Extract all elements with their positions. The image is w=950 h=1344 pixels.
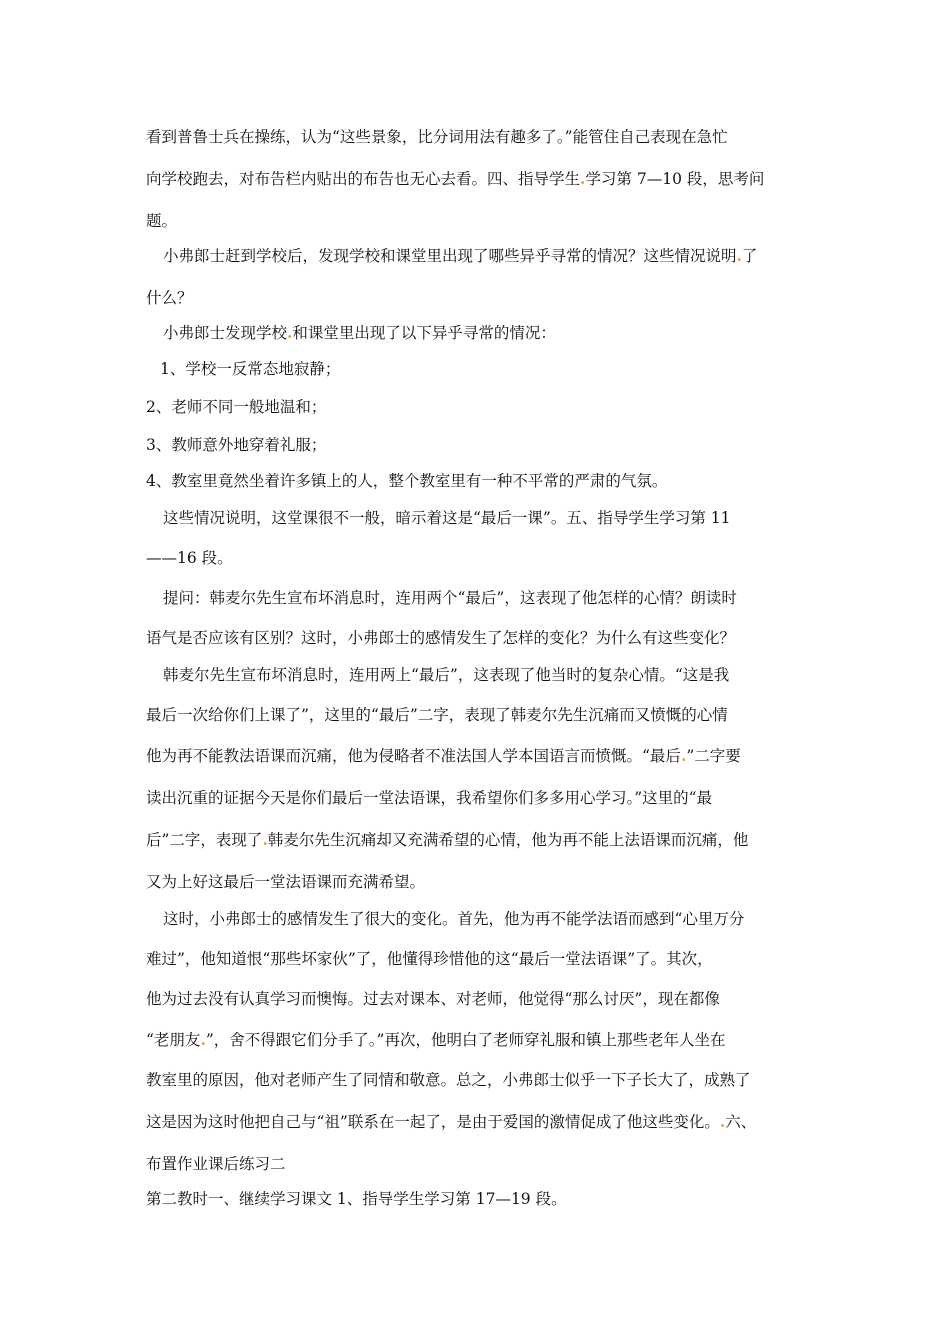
- text-line: “老朋友.”，舍不得跟它们分手了。”再次，他明白了老师穿礼服和镇上那些老年人坐在: [146, 1030, 726, 1049]
- list-item: 4、教室里竟然坐着许多镇上的人，整个教室里有一种不平常的严肃的气氛。: [146, 472, 668, 490]
- text-line: 这时，小弗郎士的感情发生了很大的变化。首先，他为再不能学法语而感到“心里万分: [163, 910, 745, 928]
- text-line: 又为上好这最后一堂法语课而充满希望。: [146, 873, 426, 891]
- text-line: 韩麦尔先生宣布坏消息时，连用两上“最后”，这表现了他当时的复杂心情。“这是我: [163, 666, 730, 684]
- mark-dot: .: [719, 1112, 726, 1131]
- text-line: 后”二字，表现了.韩麦尔先生沉痛却又充满希望的心情，他为再不能上法语课而沉痛，他: [146, 830, 749, 849]
- text-line: 向学校跑去，对布告栏内贴出的布告也无心去看。四、指导学生.学习第 7—10 段，思考问: [146, 169, 765, 188]
- text-line: 最后一次给你们上课了”，这里的“最后”二字，表现了韩麦尔先生沉痛而又愤慨的心情: [146, 706, 728, 724]
- text-line: 小弗郎士发现学校.和课堂里出现了以下异乎寻常的情况：: [163, 323, 556, 342]
- mark-dot: .: [262, 830, 268, 849]
- text-line: 第二教时一、继续学习课文 1、指导学生学习第 17—19 段。: [146, 1190, 567, 1208]
- text-line: 难过”，他知道恨“那些坏家伙”了，他懂得珍惜他的这“最后一堂法语课”了。其次，: [146, 950, 713, 968]
- text-line: 提问：韩麦尔先生宣布坏消息时，连用两个“最后”，这表现了他怎样的心情？朗读时: [163, 589, 737, 607]
- text-line: 题。: [146, 212, 178, 230]
- mark-dot: .: [200, 1030, 206, 1049]
- mark-dot: .: [580, 169, 586, 188]
- text-line: 小弗郎士赶到学校后，发现学校和课堂里出现了哪些异乎寻常的情况？这些情况说明.了: [163, 246, 758, 265]
- mark-dot: .: [680, 746, 687, 765]
- mark-dot: .: [287, 323, 293, 342]
- text-line: ——16 段。: [146, 549, 233, 567]
- list-item: 2、老师不同一般地温和；: [146, 398, 327, 416]
- mark-dot: .: [736, 246, 742, 265]
- text-line: 教室里的原因，他对老师产生了同情和敬意。总之，小弗郎士似乎一下子长大了，成熟了: [146, 1071, 751, 1089]
- text-line: 语气是否应该有区别？这时，小弗郎士的感情发生了怎样的变化？为什么有这些变化？: [146, 629, 736, 647]
- text-line: 看到普鲁士兵在操练，认为“这些景象，比分词用法有趣多了。”能管住自己表现在急忙: [146, 128, 728, 146]
- text-line: 这些情况说明，这堂课很不一般，暗示着这是“最后一课”。五、指导学生学习第 11: [163, 509, 731, 527]
- text-line: 他为过去没有认真学习而懊悔。过去对课本、对老师，他觉得“那么讨厌”，现在都像: [146, 990, 720, 1008]
- list-item: 3、教师意外地穿着礼服；: [146, 436, 327, 454]
- list-item: 1、学校一反常态地寂静；: [160, 360, 341, 378]
- text-line: 他为再不能教法语课而沉痛，他为侵略者不准法国人学本国语言而愤慨。“最后.”二字要: [146, 746, 741, 765]
- text-line: 读出沉重的证据今天是你们最后一堂法语课，我希望你们多多用心学习。”这里的“最: [146, 789, 713, 807]
- text-line: 什么？: [146, 289, 193, 307]
- text-line: 布置作业课后练习二: [146, 1155, 286, 1173]
- text-line: 这是因为这时他把自己与“祖”联系在一起了，是由于爱国的激情促成了他这些变化。.六、: [146, 1112, 757, 1131]
